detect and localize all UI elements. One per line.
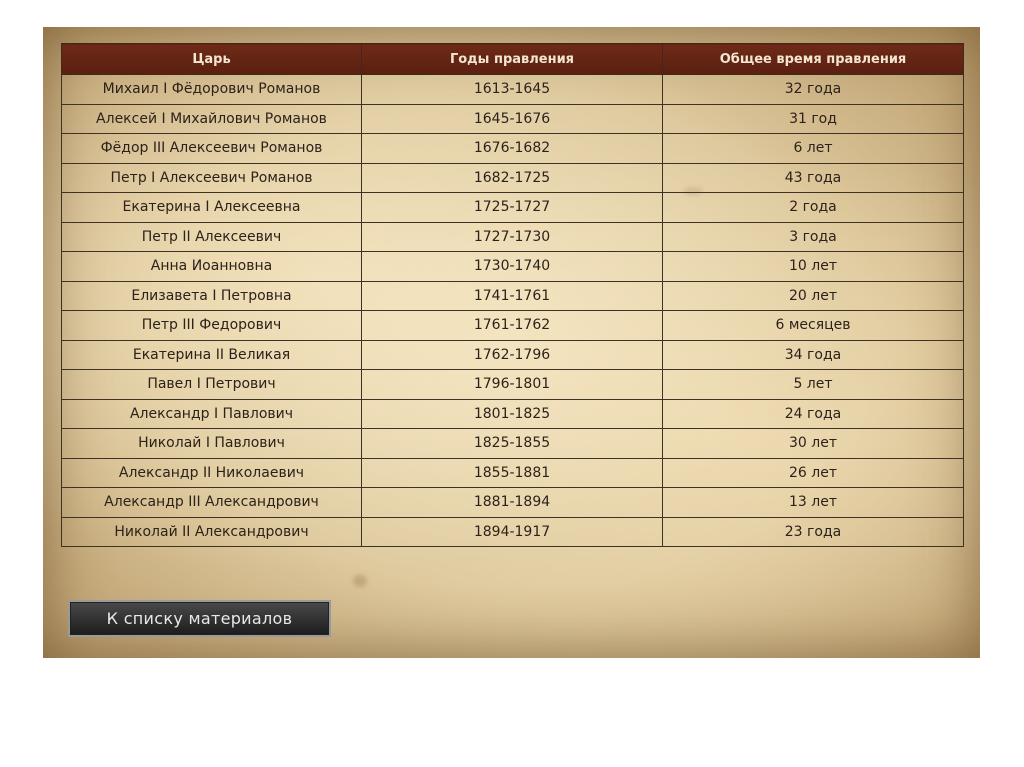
header-reign-years: Годы правления (362, 44, 663, 75)
reign-duration: 31 год (663, 104, 964, 134)
table-row (62, 517, 964, 547)
tsar-name: Екатерина II Великая (62, 340, 362, 370)
reign-years: 1796-1801 (362, 370, 663, 400)
table-row (62, 311, 964, 341)
reign-years: 1761-1762 (362, 311, 663, 341)
table-row (62, 399, 964, 429)
reign-duration: 5 лет (663, 370, 964, 400)
tsar-name: Михаил I Фёдорович Романов (62, 75, 362, 105)
reign-years: 1825-1855 (362, 429, 663, 459)
reign-years: 1613-1645 (362, 75, 663, 105)
tsar-name: Александр III Александрович (62, 488, 362, 518)
reign-years: 1730-1740 (362, 252, 663, 282)
table-row (62, 281, 964, 311)
table-row (62, 222, 964, 252)
reign-years: 1676-1682 (362, 134, 663, 164)
tsar-name: Фёдор III Алексеевич Романов (62, 134, 362, 164)
reign-duration: 3 года (663, 222, 964, 252)
tsar-name: Павел I Петрович (62, 370, 362, 400)
tsar-name: Петр III Федорович (62, 311, 362, 341)
header-total-reign: Общее время правления (663, 44, 964, 75)
tsar-name: Петр II Алексеевич (62, 222, 362, 252)
reign-years: 1645-1676 (362, 104, 663, 134)
reign-years: 1741-1761 (362, 281, 663, 311)
reign-duration: 10 лет (663, 252, 964, 282)
reign-duration: 30 лет (663, 429, 964, 459)
reign-years: 1727-1730 (362, 222, 663, 252)
table-row (62, 104, 964, 134)
tsar-name: Николай I Павлович (62, 429, 362, 459)
reign-duration: 24 года (663, 399, 964, 429)
header-tsar: Царь (62, 44, 362, 75)
table-row (62, 488, 964, 518)
tsar-name: Анна Иоанновна (62, 252, 362, 282)
reign-duration: 6 месяцев (663, 311, 964, 341)
back-to-materials-button[interactable]: К списку материалов (68, 600, 331, 637)
reign-years: 1881-1894 (362, 488, 663, 518)
table-row (62, 340, 964, 370)
tsar-name: Екатерина I Алексеевна (62, 193, 362, 223)
reign-years: 1801-1825 (362, 399, 663, 429)
reign-duration: 20 лет (663, 281, 964, 311)
reign-duration: 6 лет (663, 134, 964, 164)
table-row (62, 193, 964, 223)
table-header-row (62, 44, 964, 75)
tsar-name: Николай II Александрович (62, 517, 362, 547)
parchment-slide (43, 27, 980, 658)
reign-years: 1725-1727 (362, 193, 663, 223)
table-row (62, 163, 964, 193)
tsar-name: Алексей I Михайлович Романов (62, 104, 362, 134)
tsar-name: Петр I Алексеевич Романов (62, 163, 362, 193)
reign-duration: 2 года (663, 193, 964, 223)
reign-years: 1762-1796 (362, 340, 663, 370)
tsars-table (61, 43, 964, 547)
reign-duration: 32 года (663, 75, 964, 105)
reign-years: 1894-1917 (362, 517, 663, 547)
reign-years: 1855-1881 (362, 458, 663, 488)
table-row (62, 252, 964, 282)
reign-duration: 26 лет (663, 458, 964, 488)
reign-years: 1682-1725 (362, 163, 663, 193)
reign-duration: 23 года (663, 517, 964, 547)
parchment-stain (353, 575, 367, 587)
table-row (62, 134, 964, 164)
tsar-name: Александр I Павлович (62, 399, 362, 429)
table-row (62, 458, 964, 488)
table-row (62, 75, 964, 105)
reign-duration: 43 года (663, 163, 964, 193)
tsar-name: Елизавета I Петровна (62, 281, 362, 311)
table-row (62, 429, 964, 459)
reign-duration: 13 лет (663, 488, 964, 518)
table-row (62, 370, 964, 400)
reign-duration: 34 года (663, 340, 964, 370)
tsar-name: Александр II Николаевич (62, 458, 362, 488)
